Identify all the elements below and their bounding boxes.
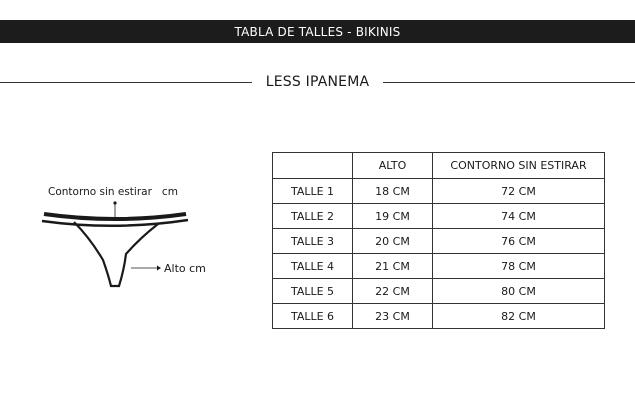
header-alto: ALTO [353, 153, 433, 179]
contour-label: Contorno sin estirar cm [48, 186, 178, 198]
table-header-row [273, 153, 605, 179]
table-row [273, 229, 605, 254]
contour-cell: 78 CM [433, 254, 605, 279]
table-row [273, 204, 605, 229]
table-row [273, 304, 605, 329]
divider-left [0, 82, 252, 83]
size-table [272, 152, 605, 329]
header-contorno: CONTORNO SIN ESTIRAR [433, 153, 605, 179]
size-cell: TALLE 6 [273, 304, 353, 329]
contour-cell: 74 CM [433, 204, 605, 229]
size-cell: TALLE 4 [273, 254, 353, 279]
height-cell: 18 CM [353, 179, 433, 204]
contour-cell: 72 CM [433, 179, 605, 204]
table-row [273, 279, 605, 304]
contour-cell: 82 CM [433, 304, 605, 329]
size-cell: TALLE 1 [273, 179, 353, 204]
bikini-diagram [30, 180, 250, 295]
size-cell: TALLE 2 [273, 204, 353, 229]
model-name: LESS IPANEMA [265, 74, 370, 90]
size-chart-title: TABLA DE TALLES - BIKINIS [234, 24, 401, 39]
size-chart-title-bar [0, 20, 635, 43]
contour-cell: 76 CM [433, 229, 605, 254]
height-cell: 21 CM [353, 254, 433, 279]
size-cell: TALLE 3 [273, 229, 353, 254]
height-cell: 20 CM [353, 229, 433, 254]
table-row [273, 254, 605, 279]
height-cell: 23 CM [353, 304, 433, 329]
header-empty [273, 153, 353, 179]
height-label: Alto cm [164, 262, 206, 275]
height-cell: 22 CM [353, 279, 433, 304]
divider-right [383, 82, 635, 83]
size-cell: TALLE 5 [273, 279, 353, 304]
table-row [273, 179, 605, 204]
contour-cell: 80 CM [433, 279, 605, 304]
height-cell: 19 CM [353, 204, 433, 229]
